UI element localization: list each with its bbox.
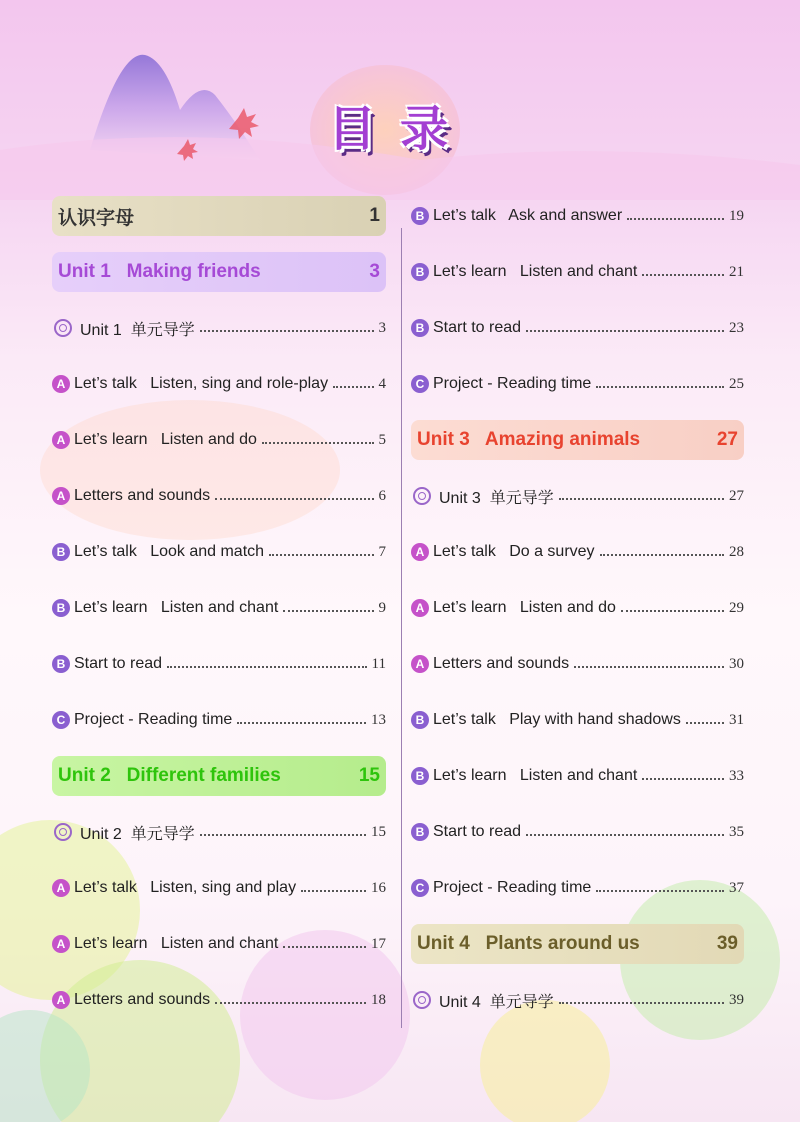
toc-header-row [411, 916, 744, 972]
dot-leader [301, 890, 366, 892]
part-b-badge-icon: B [52, 543, 70, 561]
entry-label: Project - Reading time [74, 711, 233, 728]
entry-label: Unit 1 单元导学 [80, 321, 195, 339]
dot-leader [283, 610, 373, 612]
entry-page-number: 30 [729, 655, 744, 672]
toc-entry[interactable] [411, 580, 744, 636]
dot-leader [215, 1002, 366, 1004]
toc-entry[interactable] [411, 636, 744, 692]
entry-page-number: 7 [378, 543, 386, 560]
section-page-number: 15 [358, 765, 380, 786]
entry-label: Project - Reading time [433, 375, 592, 392]
section-title: Unit 3 Amazing animals [417, 429, 641, 450]
toc-entry[interactable] [411, 524, 744, 580]
toc-entry[interactable] [52, 580, 386, 636]
column-divider [401, 228, 402, 1028]
toc-entry[interactable] [411, 300, 744, 356]
section-title: Unit 1 Making friends [58, 261, 261, 282]
dot-leader [269, 554, 373, 556]
dot-leader [559, 498, 724, 500]
part-a-badge-icon: A [411, 655, 429, 673]
entry-page-number: 13 [371, 711, 386, 728]
entry-page-number: 28 [729, 543, 744, 560]
unit-guide-icon [54, 319, 72, 337]
entry-label: Start to read [433, 823, 522, 840]
dot-leader [627, 218, 724, 220]
entry-label: Let’s learn Listen and do [74, 431, 257, 448]
part-b-badge-icon: B [411, 767, 429, 785]
toc-entry[interactable] [411, 972, 744, 1028]
dot-leader [167, 666, 367, 668]
toc-entry[interactable] [411, 244, 744, 300]
dot-leader [200, 330, 374, 332]
entry-label: Let’s talk Do a survey [433, 543, 595, 560]
part-b-badge-icon: B [411, 207, 429, 225]
toc-header-row [411, 412, 744, 468]
dot-leader [686, 722, 724, 724]
entry-label: Let’s learn Listen and do [433, 599, 616, 616]
part-b-badge-icon: B [411, 823, 429, 841]
toc-entry[interactable] [411, 356, 744, 412]
entry-label: Let’s learn Listen and chant [433, 767, 638, 784]
toc-entry[interactable] [411, 860, 744, 916]
part-a-badge-icon: A [52, 375, 70, 393]
entry-page-number: 9 [378, 599, 386, 616]
toc-entry[interactable] [52, 356, 386, 412]
entry-label: Unit 3 单元导学 [439, 489, 554, 507]
entry-page-number: 33 [729, 767, 744, 784]
entry-page-number: 39 [729, 991, 744, 1008]
section-header-unit4[interactable] [411, 924, 744, 964]
entry-page-number: 25 [729, 375, 744, 392]
entry-label: Unit 4 单元导学 [439, 993, 554, 1011]
entry-label: Start to read [74, 655, 163, 672]
entry-label: Letters and sounds [74, 991, 211, 1008]
section-page-number: 39 [716, 933, 738, 954]
toc-entry[interactable] [411, 748, 744, 804]
part-a-badge-icon: A [52, 487, 70, 505]
section-page-number: 27 [716, 429, 738, 450]
section-header-unit3[interactable] [411, 420, 744, 460]
toc-entry[interactable] [52, 972, 386, 1028]
entry-page-number: 37 [729, 879, 744, 896]
part-b-badge-icon: B [52, 599, 70, 617]
dot-leader [237, 722, 366, 724]
entry-label: Let’s talk Ask and answer [433, 207, 623, 224]
page-title: 目录 [327, 101, 472, 157]
dot-leader [642, 778, 724, 780]
dot-leader [621, 610, 724, 612]
part-b-badge-icon: B [411, 263, 429, 281]
entry-label: Let’s learn Listen and chant [433, 263, 638, 280]
part-b-badge-icon: B [411, 319, 429, 337]
toc-entry[interactable] [411, 804, 744, 860]
entry-page-number: 31 [729, 711, 744, 728]
section-title: 认识字母 [58, 207, 135, 229]
entry-label: Let’s learn Listen and chant [74, 599, 279, 616]
entry-page-number: 17 [371, 935, 386, 952]
toc-entry[interactable] [52, 636, 386, 692]
part-c-badge-icon: C [52, 711, 70, 729]
unit-guide-icon [413, 487, 431, 505]
entry-page-number: 27 [729, 487, 744, 504]
entry-page-number: 6 [378, 487, 386, 504]
toc-entry[interactable] [52, 692, 386, 748]
entry-label: Unit 2 单元导学 [80, 825, 195, 843]
dot-leader [596, 386, 724, 388]
entry-page-number: 15 [371, 823, 386, 840]
entry-page-number: 23 [729, 319, 744, 336]
part-a-badge-icon: A [52, 879, 70, 897]
section-header-letters[interactable] [52, 196, 386, 236]
dot-leader [262, 442, 374, 444]
toc-entry[interactable] [52, 804, 386, 860]
entry-page-number: 3 [378, 319, 386, 336]
dot-leader [215, 498, 373, 500]
entry-page-number: 4 [378, 375, 386, 392]
entry-label: Start to read [433, 319, 522, 336]
unit-guide-icon [54, 823, 72, 841]
part-c-badge-icon: C [411, 879, 429, 897]
section-title: Unit 4 Plants around us [417, 933, 640, 954]
toc-header-row [52, 244, 386, 300]
part-c-badge-icon: C [411, 375, 429, 393]
part-b-badge-icon: B [52, 655, 70, 673]
entry-page-number: 19 [729, 207, 744, 224]
entry-label: Let’s talk Listen, sing and play [74, 879, 297, 896]
toc-entry[interactable] [411, 468, 744, 524]
dot-leader [333, 386, 373, 388]
section-header-unit2[interactable] [52, 756, 386, 796]
dot-leader [574, 666, 724, 668]
entry-label: Letters and sounds [74, 487, 211, 504]
entry-label: Let’s learn Listen and chant [74, 935, 279, 952]
toc-entry[interactable] [411, 188, 744, 244]
part-a-badge-icon: A [411, 543, 429, 561]
part-a-badge-icon: A [52, 991, 70, 1009]
dot-leader [596, 890, 724, 892]
entry-page-number: 5 [378, 431, 386, 448]
entry-page-number: 29 [729, 599, 744, 616]
entry-page-number: 21 [729, 263, 744, 280]
entry-label: Let’s talk Look and match [74, 543, 265, 560]
entry-page-number: 35 [729, 823, 744, 840]
section-header-unit1[interactable] [52, 252, 386, 292]
entry-page-number: 18 [371, 991, 386, 1008]
dot-leader [559, 1002, 724, 1004]
section-page-number: 3 [369, 261, 380, 282]
part-b-badge-icon: B [411, 711, 429, 729]
entry-label: Let’s talk Play with hand shadows [433, 711, 681, 728]
part-a-badge-icon: A [411, 599, 429, 617]
toc-entry[interactable] [411, 692, 744, 748]
toc-entry[interactable] [52, 412, 386, 468]
toc-entry[interactable] [52, 468, 386, 524]
section-title: Unit 2 Different families [58, 765, 281, 786]
entry-label: Let’s talk Listen, sing and role-play [74, 375, 329, 392]
toc-entry[interactable] [52, 524, 386, 580]
part-a-badge-icon: A [52, 431, 70, 449]
dot-leader [526, 834, 724, 836]
dot-leader [200, 834, 366, 836]
toc-header-row [52, 748, 386, 804]
dot-leader [600, 554, 724, 556]
dot-leader [283, 946, 366, 948]
toc-entry[interactable] [52, 860, 386, 916]
toc-entry[interactable] [52, 916, 386, 972]
unit-guide-icon [413, 991, 431, 1009]
toc-header-row [52, 188, 386, 244]
entry-label: Letters and sounds [433, 655, 570, 672]
entry-page-number: 16 [371, 879, 386, 896]
toc-entry[interactable] [52, 300, 386, 356]
dot-leader [526, 330, 724, 332]
section-page-number: 1 [369, 205, 380, 226]
part-a-badge-icon: A [52, 935, 70, 953]
entry-page-number: 11 [371, 655, 386, 672]
entry-label: Project - Reading time [433, 879, 592, 896]
dot-leader [642, 274, 724, 276]
